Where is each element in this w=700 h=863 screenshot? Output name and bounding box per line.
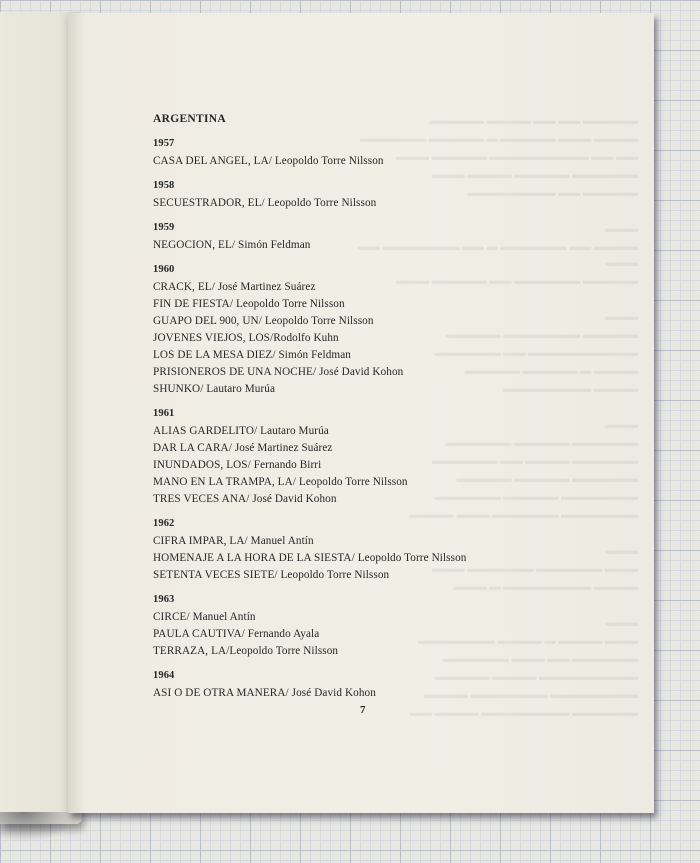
film-entry — [153, 533, 573, 550]
film-title: GUAPO DEL 900, UN/ — [153, 315, 262, 327]
film-title: NEGOCION, EL/ — [153, 239, 236, 251]
film-entry — [153, 330, 573, 347]
film-title: CIRCE/ — [153, 611, 190, 623]
film-director: Leopoldo Torre Nilsson — [357, 552, 467, 564]
film-director: Leopoldo Torre Nilsson — [280, 569, 390, 581]
film-entry — [153, 296, 573, 313]
film-director: Leopoldo Torre Nilsson — [235, 298, 345, 310]
film-entry — [153, 347, 573, 364]
film-director: Simón Feldman — [278, 349, 351, 361]
film-title: SETENTA VECES SIETE/ — [153, 569, 278, 581]
film-director: Lautaro Murúa — [260, 425, 329, 437]
film-title: DAR LA CARA/ — [153, 442, 232, 454]
film-title: INUNDADOS, LOS/ — [153, 459, 251, 471]
year-section — [153, 408, 573, 508]
film-title: JOVENES VIEJOS, LOS/Rodolfo Kuhn — [153, 332, 339, 344]
year-heading: 1963 — [153, 594, 175, 605]
film-entry — [153, 550, 573, 567]
film-entry — [153, 609, 573, 626]
country-heading: ARGENTINA — [153, 113, 226, 125]
right-page — [68, 13, 654, 813]
year-heading: 1958 — [153, 180, 175, 191]
year-heading: 1960 — [153, 264, 175, 275]
film-entry — [153, 279, 573, 296]
film-entry — [153, 364, 573, 381]
film-entry — [153, 195, 573, 212]
film-director: Fernando Birri — [253, 459, 322, 471]
year-section — [153, 518, 573, 584]
film-entry — [153, 643, 573, 660]
year-section — [153, 138, 573, 170]
film-entry — [153, 423, 573, 440]
film-entry — [153, 685, 573, 702]
film-entry — [153, 626, 573, 643]
film-entry — [153, 491, 573, 508]
year-heading: 1959 — [153, 222, 175, 233]
year-section — [153, 670, 573, 702]
year-heading: 1957 — [153, 138, 175, 149]
film-title: HOMENAJE A LA HORA DE LA SIESTA/ — [153, 552, 355, 564]
show-through-text: ▬▬▬▬▬ ▬▬ ▬▬ ▬▬▬▬ ▬▬▬▬▬ ▬▬▬▬ ▬▬▬ ▬▬▬▬▬ ▬ ▬▬▬▬▬ ▬▬▬▬▬▬ ▬▬ ▬▬ ▬▬▬▬▬▬▬▬▬ ▬▬▬▬▬ ▬▬▬ ▬▬▬▬▬▬ ▬▬▬▬▬ ▬▬▬▬ ▬▬▬ ▬▬▬▬▬ ▬▬ ▬▬▬▬▬▬▬▬ ▬▬▬ ▬▬▬▬ ▬▬ ▬▬▬▬▬▬ ▬ ▬▬ ▬▬▬▬▬▬▬ ▬▬ ▬▬▬ ▬▬▬▬▬ ▬▬▬▬▬▬ ▬▬ ▬▬▬▬▬ ▬▬▬ ▬▬▬ ▬▬▬▬▬ ▬▬▬▬▬▬▬ ▬▬▬▬▬ ▬▬▬▬▬▬▬▬▬▬ ▬▬ ▬▬▬▬▬▬ ▬▬▬▬ ▬ ▬▬▬▬▬ ▬▬▬▬▬ ▬▬▬▬ ▬▬▬▬▬▬▬▬ ▬▬▬ ▬▬▬▬▬▬ ▬▬▬▬▬ ▬▬▬▬▬▬ ▬▬▬▬▬▬ ▬▬▬▬ ▬▬ ▬▬▬▬▬▬ ▬▬▬▬▬▬ ▬▬▬▬▬ ▬▬▬▬▬ ▬▬▬▬▬▬▬ ▬▬▬▬▬ ▬▬▬▬▬▬ ▬▬▬▬▬▬▬ ▬▬▬▬▬▬ ▬▬▬ ▬▬▬▬ ▬▬▬ ▬▬▬ ▬▬▬▬▬▬ ▬▬▬▬▬▬ ▬▬▬ ▬▬▬▬ ▬▬▬▬▬▬▬▬ ▬ ▬▬▬ ▬▬▬ ▬▬▬ ▬▬▬▬ ▬ ▬▬▬▬ ▬▬▬▬▬▬▬ ▬▬▬▬▬▬ ▬▬ ▬▬▬ ▬▬▬▬▬▬ ▬▬▬▬▬▬▬▬▬ ▬▬▬▬ ▬▬▬▬▬ ▬▬▬▬▬▬▬▬ ▬▬▬▬▬▬▬ ▬▬▬▬ ▬▬▬▬▬▬ ▬▬▬▬▬▬▬▬ ▬▬▬▬ ▬▬ — [357, 115, 638, 719]
year-section — [153, 264, 573, 398]
film-director: Leopoldo Torre Nilsson — [264, 315, 374, 327]
film-director: Simón Feldman — [238, 239, 311, 251]
film-entry — [153, 153, 573, 170]
film-director: Lautaro Murúa — [206, 383, 276, 395]
film-title: LOS DE LA MESA DIEZ/ — [153, 349, 276, 361]
film-title: TERRAZA, LA/Leopoldo Torre Nilsson — [153, 645, 339, 657]
film-director: José Martinez Suárez — [217, 281, 316, 293]
film-title: ALIAS GARDELITO/ — [153, 425, 258, 437]
film-director: José Martinez Suárez — [234, 442, 333, 454]
film-entry — [153, 237, 573, 254]
film-director: José David Kohon — [319, 366, 404, 378]
film-director: Manuel Antín — [192, 611, 256, 623]
film-entry — [153, 313, 573, 330]
film-entry — [153, 457, 573, 474]
filmography-list — [153, 113, 573, 712]
film-title: PRISIONEROS DE UNA NOCHE/ — [153, 366, 317, 378]
year-heading: 1961 — [153, 408, 175, 419]
film-title: SHUNKO/ — [153, 383, 204, 395]
year-section — [153, 180, 573, 212]
film-title: SECUESTRADOR, EL/ — [153, 197, 265, 209]
film-entry — [153, 474, 573, 491]
year-heading: 1962 — [153, 518, 175, 529]
film-director: Leopoldo Torre Nilsson — [274, 155, 384, 167]
year-heading: 1964 — [153, 670, 175, 681]
film-director: Fernando Ayala — [247, 628, 320, 640]
year-section — [153, 594, 573, 660]
film-title: FIN DE FIESTA/ — [153, 298, 234, 310]
film-title: CASA DEL ANGEL, LA/ — [153, 155, 272, 167]
year-section — [153, 222, 573, 254]
film-entry — [153, 567, 573, 584]
film-title: PAULA CAUTIVA/ — [153, 628, 245, 640]
page-shadow — [0, 812, 80, 842]
film-entry — [153, 381, 573, 398]
film-director: José David Kohon — [252, 493, 337, 505]
page-number: 7 — [360, 704, 366, 716]
film-entry — [153, 440, 573, 457]
film-title: MANO EN LA TRAMPA, LA/ — [153, 476, 296, 488]
film-title: CIFRA IMPAR, LA/ — [153, 535, 248, 547]
film-director: Leopoldo Torre Nilsson — [267, 197, 377, 209]
film-title: ASI O DE OTRA MANERA/ — [153, 687, 289, 699]
film-title: CRACK, EL/ — [153, 281, 215, 293]
film-director: José David Kohon — [291, 687, 376, 699]
film-title: TRES VECES ANA/ — [153, 493, 250, 505]
film-director: Leopoldo Torre Nilsson — [298, 476, 408, 488]
film-director: Manuel Antín — [250, 535, 314, 547]
